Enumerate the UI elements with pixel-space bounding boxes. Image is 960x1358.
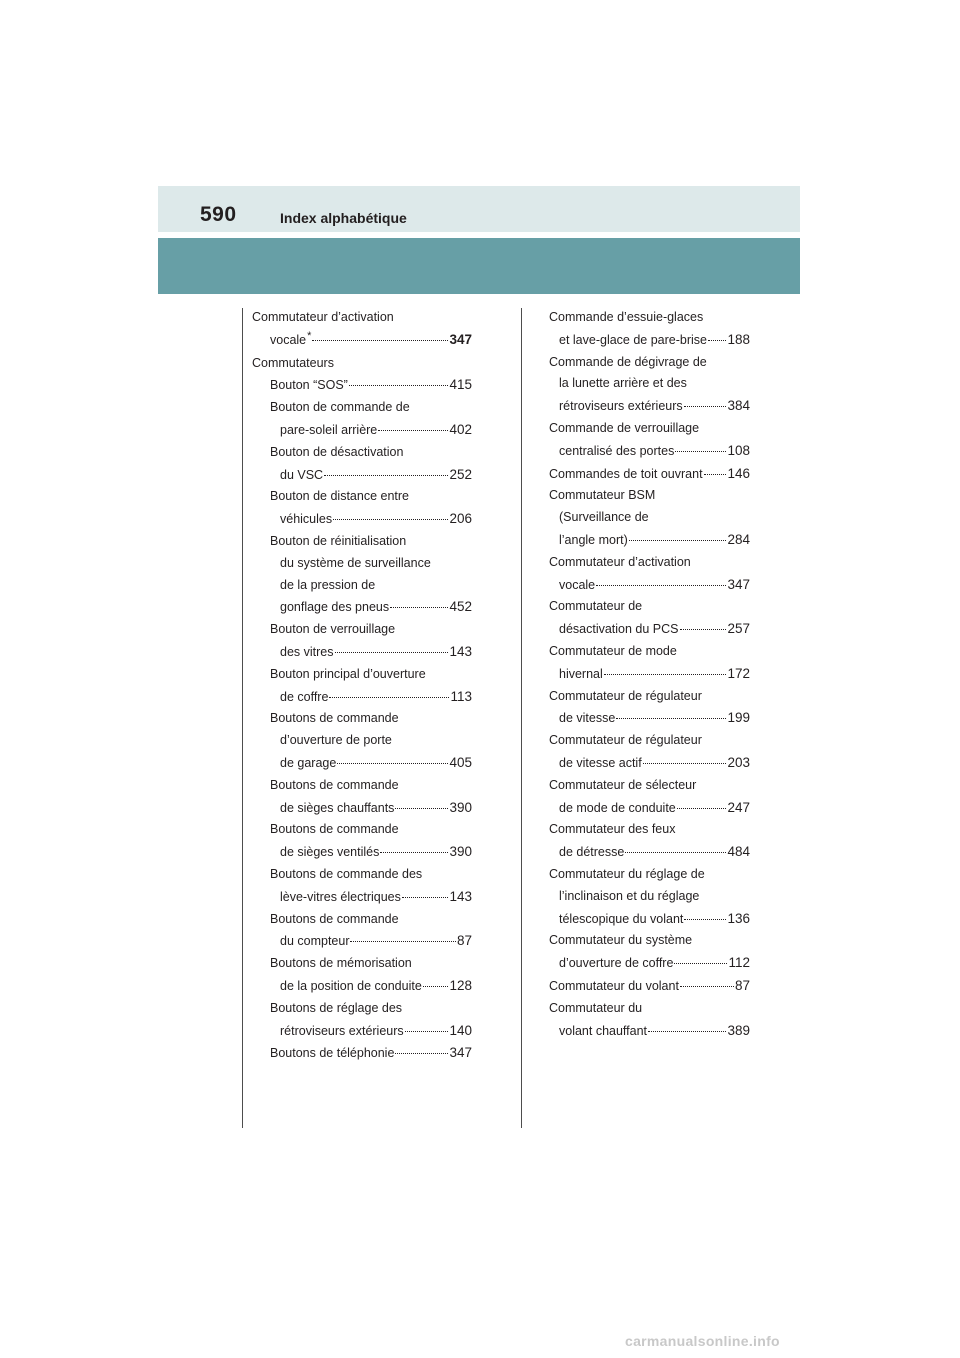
- watermark: carmanualsonline.info: [625, 1333, 780, 1349]
- index-entry-text: Commutateur d’activation: [252, 310, 394, 324]
- index-entry: [549, 775, 750, 820]
- index-entry: [549, 596, 750, 641]
- index-entry: [252, 329, 472, 353]
- index-entry: [549, 864, 750, 930]
- index-entry-line: [549, 663, 750, 686]
- index-entry-text: Commande de verrouillage: [549, 420, 700, 435]
- index-entry-text: la lunette arrière et des: [559, 376, 687, 391]
- dot-leader: [648, 1031, 726, 1032]
- index-entry-line: [549, 529, 750, 552]
- page-reference: 415: [449, 377, 472, 393]
- dot-leader: [395, 1053, 448, 1054]
- index-entry-line: [549, 574, 750, 597]
- index-entry-line: [549, 485, 750, 507]
- index-entry-line: [252, 508, 472, 531]
- index-entry-text: Bouton de commande de: [270, 400, 410, 415]
- index-entry: [549, 730, 750, 775]
- index-entry-text: d’ouverture de coffre: [559, 956, 674, 971]
- index-entry-line: [252, 1042, 472, 1065]
- page-reference: 146: [727, 465, 750, 481]
- index-entry-line: [549, 641, 750, 663]
- index-entry-text: Bouton de réinitialisation: [270, 533, 407, 548]
- dot-leader: [380, 852, 448, 853]
- index-entry-text: l’angle mort): [559, 532, 628, 547]
- dot-leader: [350, 941, 455, 942]
- index-entry-text: Commutateur du: [549, 1000, 643, 1015]
- index-entry-line: [549, 395, 750, 418]
- page-reference: 390: [449, 844, 472, 860]
- index-entry-line: [252, 419, 472, 442]
- index-entry-line: [252, 553, 472, 575]
- index-entry-line: [549, 1020, 750, 1043]
- index-entry-text: l’inclinaison et du réglage: [559, 888, 700, 903]
- index-entry-text: d’ouverture de porte: [280, 733, 392, 748]
- index-entry-text: Boutons de commande: [270, 911, 399, 926]
- index-entry-text: rétroviseurs extérieurs: [559, 399, 683, 414]
- page-reference: 188: [727, 331, 750, 347]
- index-entry-text: Boutons de commande des: [270, 866, 423, 881]
- index-entry: [252, 374, 472, 397]
- index-entry-text: Commutateur des feux: [549, 822, 676, 837]
- teal-band: [158, 238, 800, 294]
- index-entry: [549, 485, 750, 551]
- index-entry-line: [549, 507, 750, 529]
- dot-leader: [378, 430, 448, 431]
- index-entry-text: désactivation du PCS: [559, 622, 679, 637]
- index-entry-text: Commutateur d’activation: [549, 554, 691, 569]
- dot-leader: [405, 1031, 449, 1032]
- dot-leader: [677, 808, 727, 809]
- index-entry: [252, 664, 472, 709]
- page-reference: 402: [449, 421, 472, 437]
- index-column-right: [549, 307, 750, 1042]
- dot-leader: [324, 475, 448, 476]
- index-entry-line: [252, 442, 472, 464]
- left-column-rule: [242, 308, 243, 1128]
- index-entry-line: [549, 418, 750, 440]
- page-reference: 108: [727, 442, 750, 458]
- index-entry-line: [549, 752, 750, 775]
- dot-leader: [390, 607, 448, 608]
- index-entry-text: rétroviseurs extérieurs: [280, 1023, 404, 1038]
- dot-leader: [329, 697, 449, 698]
- index-entry-line: [549, 886, 750, 908]
- index-entry-text: Commande d’essuie-glaces: [549, 310, 704, 324]
- index-entry-text: Boutons de téléphonie: [270, 1046, 395, 1061]
- index-entry: [252, 486, 472, 531]
- page-reference: 484: [727, 844, 750, 860]
- dot-leader: [704, 474, 727, 475]
- index-entry-line: [549, 819, 750, 841]
- dot-leader: [349, 385, 449, 386]
- page-reference: 252: [449, 466, 472, 482]
- dot-leader: [337, 763, 448, 764]
- dot-leader: [625, 852, 726, 853]
- index-entry-line: [252, 708, 472, 730]
- index-entry-text: Boutons de réglage des: [270, 1000, 403, 1015]
- index-entry-text: (Surveillance de: [559, 510, 649, 525]
- index-entry-line: [549, 440, 750, 463]
- index-entry-text: Commutateur du réglage de: [549, 866, 705, 881]
- index-entry-text: lève-vitres électriques: [280, 889, 401, 904]
- index-entry-text: Commutateur de sélecteur: [549, 777, 697, 792]
- index-entry-line: [252, 730, 472, 752]
- page-reference: 405: [449, 754, 472, 770]
- index-entry: [252, 864, 472, 909]
- index-entry-line: [252, 307, 472, 329]
- index-entry-line: [252, 664, 472, 686]
- page-reference: 87: [456, 933, 472, 949]
- index-entry-line: [549, 463, 750, 486]
- page-reference: 199: [727, 710, 750, 726]
- index-entry-text: Commutateur de régulateur: [549, 733, 702, 748]
- index-entry: [252, 998, 472, 1043]
- dot-leader: [684, 919, 726, 920]
- index-entry: [252, 1042, 472, 1065]
- index-entry-text: Bouton “SOS”: [270, 378, 348, 393]
- index-entry-line: [252, 775, 472, 797]
- dot-leader: [402, 897, 449, 898]
- index-entry: [549, 352, 750, 418]
- index-entry-text: Commutateur du système: [549, 933, 693, 948]
- page-reference: 247: [727, 799, 750, 815]
- index-entry-line: [252, 886, 472, 909]
- dot-leader: [629, 540, 727, 541]
- index-entry: [252, 775, 472, 820]
- index-entry-text: du compteur: [280, 934, 350, 949]
- page-reference: 347: [449, 331, 472, 347]
- index-entry-text: de vitesse actif: [559, 755, 642, 770]
- index-entry-line: [252, 531, 472, 553]
- index-entry: [252, 442, 472, 487]
- index-entry: [549, 641, 750, 686]
- page-reference: 257: [727, 621, 750, 637]
- index-entry-line: [252, 353, 472, 375]
- index-entry-text: gonflage des pneus: [280, 600, 390, 615]
- index-entry-line: [252, 975, 472, 998]
- index-entry-line: [252, 374, 472, 397]
- index-entry-text: volant chauffant: [559, 1023, 648, 1038]
- index-entry-line: [252, 797, 472, 820]
- index-entry-line: [549, 686, 750, 708]
- index-entry-line: [252, 819, 472, 841]
- dot-leader: [708, 340, 726, 341]
- page-reference: 112: [728, 955, 750, 971]
- index-entry: [549, 975, 750, 998]
- dot-leader: [680, 986, 734, 987]
- index-entry-line: [252, 864, 472, 886]
- page-reference: 389: [727, 1022, 750, 1038]
- index-entry-line: [549, 373, 750, 395]
- index-entry: [549, 463, 750, 486]
- index-entry: [549, 686, 750, 731]
- index-entry: [549, 307, 750, 352]
- index-entry-text: Boutons de commande: [270, 777, 399, 792]
- index-entry-text: Commutateur de régulateur: [549, 688, 702, 703]
- index-entry-text: de mode de conduite: [559, 800, 676, 815]
- page-reference: 143: [449, 888, 472, 904]
- index-entry-text: de la pression de: [280, 577, 376, 592]
- index-entry-line: [549, 307, 750, 329]
- index-entry-text: pare-soleil arrière: [280, 422, 378, 437]
- dot-leader: [423, 986, 449, 987]
- index-entry-text: de la position de conduite: [280, 978, 422, 993]
- index-entry-line: [549, 730, 750, 752]
- index-entry: [549, 819, 750, 864]
- index-entry-line: [252, 998, 472, 1020]
- page-reference: 206: [449, 511, 472, 527]
- page-reference: 203: [727, 754, 750, 770]
- index-entry-line: [252, 841, 472, 864]
- page-reference: 347: [727, 576, 750, 592]
- index-entry-line: [252, 909, 472, 931]
- index-entry: [549, 998, 750, 1043]
- index-entry-line: [549, 596, 750, 618]
- index-entry: [252, 307, 472, 329]
- index-entry-text: véhicules: [280, 512, 333, 527]
- index-entry: [252, 531, 472, 619]
- dot-leader: [335, 652, 449, 653]
- index-entry: [252, 619, 472, 664]
- index-entry-line: [549, 908, 750, 931]
- index-entry-text: du VSC: [280, 467, 324, 482]
- index-entry: [549, 552, 750, 597]
- index-entry-text: Commutateur de: [549, 599, 643, 614]
- page-reference: 143: [449, 643, 472, 659]
- page-reference: 172: [727, 665, 750, 681]
- index-entry-line: [252, 930, 472, 953]
- index-entry-text: de garage: [280, 755, 337, 770]
- index-entry: [252, 708, 472, 774]
- index-entry: [252, 397, 472, 442]
- index-entry: [252, 353, 472, 375]
- dot-leader: [680, 629, 727, 630]
- index-entry-line: [252, 619, 472, 641]
- index-entry-line: [549, 864, 750, 886]
- index-entry-line: [549, 930, 750, 952]
- index-entry-line: [549, 841, 750, 864]
- dot-leader: [616, 718, 726, 719]
- dot-leader: [604, 674, 727, 675]
- page-reference: 136: [727, 910, 750, 926]
- index-entry-line: [549, 998, 750, 1020]
- index-entry-line: [252, 397, 472, 419]
- index-entry-text: centralisé des portes: [559, 443, 675, 458]
- index-entry-text: Commutateur du volant: [549, 978, 679, 993]
- page-reference: 384: [727, 398, 750, 414]
- index-entry-line: [549, 352, 750, 374]
- index-entry-line: [549, 952, 750, 975]
- index-entry: [549, 418, 750, 463]
- index-entry-text: Boutons de mémorisation: [270, 956, 412, 971]
- index-entry-text: Commande de dégivrage de: [549, 354, 707, 369]
- index-entry-text: Commutateurs: [252, 355, 334, 370]
- index-entry-text: de détresse: [559, 845, 625, 860]
- page-reference: 140: [449, 1022, 472, 1038]
- index-entry-text: hivernal: [559, 666, 603, 681]
- index-entry-line: [549, 797, 750, 820]
- page-reference: 452: [449, 599, 472, 615]
- dot-leader: [643, 763, 727, 764]
- index-entry-line: [252, 329, 472, 353]
- index-entry-line: [252, 596, 472, 619]
- page-reference: 128: [449, 977, 472, 993]
- index-entry-text: Bouton principal d’ouverture: [270, 666, 426, 681]
- index-entry-line: [549, 707, 750, 730]
- index-entry-text: Commutateur de mode: [549, 643, 677, 658]
- page-number: 590: [200, 203, 237, 226]
- dot-leader: [674, 963, 727, 964]
- index-entry-line: [252, 953, 472, 975]
- dot-leader: [312, 340, 448, 341]
- header-band: [158, 186, 800, 232]
- index-entry-text: de coffre: [280, 689, 329, 704]
- asterisk-mark: *: [307, 329, 312, 342]
- index-entry-text: de sièges chauffants: [280, 800, 395, 815]
- dot-leader: [333, 519, 448, 520]
- index-entry-line: [549, 775, 750, 797]
- middle-column-rule: [521, 308, 522, 1128]
- page-reference: 87: [734, 977, 750, 993]
- index-entry-line: [252, 486, 472, 508]
- index-entry: [549, 930, 750, 975]
- dot-leader: [684, 406, 727, 407]
- index-entry-text: vocale: [559, 577, 596, 592]
- page-reference: 284: [727, 531, 750, 547]
- index-entry-line: [549, 552, 750, 574]
- index-entry-text: Commutateur BSM: [549, 488, 656, 503]
- index-entry-text: de sièges ventilés: [280, 845, 380, 860]
- index-entry: [252, 953, 472, 998]
- dot-leader: [596, 585, 726, 586]
- index-entry-text: Bouton de désactivation: [270, 444, 404, 459]
- index-entry-text: des vitres: [280, 644, 334, 659]
- index-entry-text: et lave-glace de pare-brise: [559, 332, 707, 347]
- page-reference: 390: [449, 799, 472, 815]
- index-entry-line: [252, 641, 472, 664]
- index-entry-text: de vitesse: [559, 711, 616, 726]
- index-column-left: [252, 307, 472, 1065]
- index-entry-text: vocale: [270, 332, 307, 347]
- page-reference: 347: [449, 1045, 472, 1061]
- index-entry-text: Bouton de distance entre: [270, 489, 409, 504]
- index-entry-line: [252, 1020, 472, 1043]
- dot-leader: [395, 808, 448, 809]
- index-entry: [252, 909, 472, 954]
- index-entry-line: [549, 975, 750, 998]
- section-title: Index alphabétique: [280, 210, 407, 226]
- index-entry-text: télescopique du volant: [559, 911, 684, 926]
- index-entry-text: Boutons de commande: [270, 822, 399, 837]
- page-reference: 113: [450, 688, 472, 704]
- index-entry-text: Boutons de commande: [270, 711, 399, 726]
- index-entry-line: [252, 575, 472, 597]
- index-entry-line: [252, 686, 472, 709]
- index-entry-text: Bouton de verrouillage: [270, 622, 396, 637]
- index-entry: [252, 819, 472, 864]
- index-entry-line: [252, 752, 472, 775]
- index-entry-text: du système de surveillance: [280, 555, 431, 570]
- index-entry-text: Commandes de toit ouvrant: [549, 466, 703, 481]
- index-entry-line: [549, 329, 750, 352]
- index-entry-line: [252, 464, 472, 487]
- dot-leader: [675, 451, 726, 452]
- index-entry-line: [549, 618, 750, 641]
